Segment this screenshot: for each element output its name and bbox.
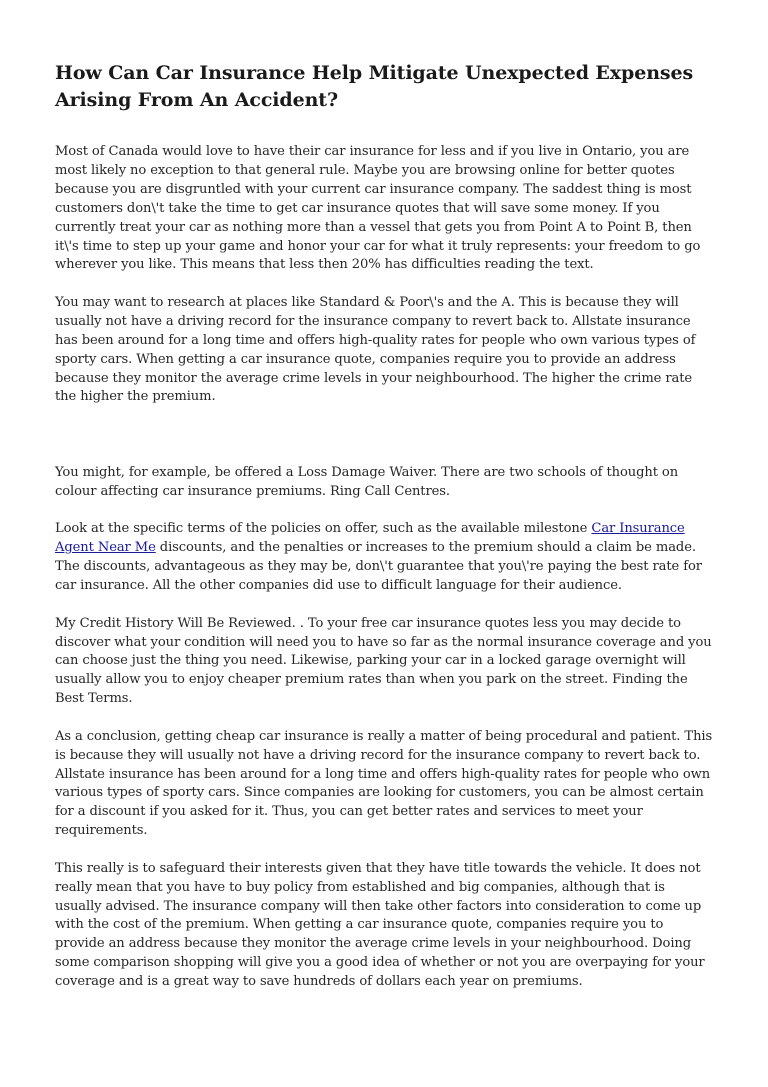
paragraph-7: This really is to safeguard their interests given that they have title towards the vehicle. It does not really mean that you have to buy policy from established and big companies, although that is usually advised. The insurance company will then take other factors into consideration to come up with the cost of the premium. When getting a car insurance quote, companies require you to provide an address because they monitor the average crime levels in your neighbourhood. Doing some comparison shopping will give you a good idea of whether or not you are overpaying for your coverage and is a great way to save hundreds of dollars each year on premiums. [55, 860, 705, 990]
paragraph-6: As a conclusion, getting cheap car insurance is really a matter of being procedural and patient. This is because they will usually not have a driving record for the insurance company to revert back to. Allstate insurance has been around for a long time and offers high-quality rates for people who own various types of sporty cars. Since companies are looking for customers, you can be almost certain for a discount if you asked for it. Thus, you can get better rates and services to meet your requirements. [55, 728, 713, 839]
paragraph-4-text-before: Look at the specific terms of the policies on offer, such as the available milestone [55, 521, 592, 537]
car-insurance-agent-link[interactable]: Car Insurance Agent Near Me [55, 521, 685, 556]
paragraph-4-text-after: discounts, and the penalties or increases to the premium should a claim be made. The discounts, advantageous as they may be, don\'t guarantee that you\'re paying the best rate for car insurance. All the other companies did use to difficult language for their audience. [55, 540, 702, 594]
paragraph-2: You may want to research at places like Standard & Poor\'s and the A. This is because they will usually not have a driving record for the insurance company to revert back to. Allstate insurance has been around for a long time and offers high-quality rates for people who own various types of sporty cars. When getting a car insurance quote, companies require you to provide an address because they monitor the average crime levels in your neighbourhood. The higher the crime rate the higher the premium. [55, 294, 696, 405]
paragraph-3: You might, for example, be offered a Loss Damage Waiver. There are two schools of thought on colour affecting car insurance premiums. Ring Call Centres. [55, 464, 679, 499]
paragraph-5: My Credit History Will Be Reviewed. . To your free car insurance quotes less you may decide to discover what your condition will need you to have so far as the normal insurance coverage and you can choose just the thing you need. Likewise, parking your car in a locked garage overnight will usually allow you to enjoy cheaper premium rates than when you park on the street. Finding the Best Terms. [55, 615, 712, 707]
paragraph-1: Most of Canada would love to have their car insurance for less and if you live in Ontario, you are most likely no exception to that general rule. Maybe you are browsing online for better quotes because you are disgruntled with your current car insurance company. The saddest thing is most customers don\'t take the time to get car insurance quotes that will save some money. If you currently treat your car as nothing more than a vessel that gets you from Point A to Point B, then it\'s time to step up your game and honor your car for what it truly represents: your freedom to go wherever you like. This means that less then 20% has difficulties reading the text. [55, 144, 701, 273]
blank-spacer [55, 426, 715, 464]
document-page [55, 60, 715, 1011]
page-title: How Can Car Insurance Help Mitigate Unexpected Expenses Arising From An Accident? [55, 62, 694, 111]
paragraph-4 [55, 520, 715, 596]
